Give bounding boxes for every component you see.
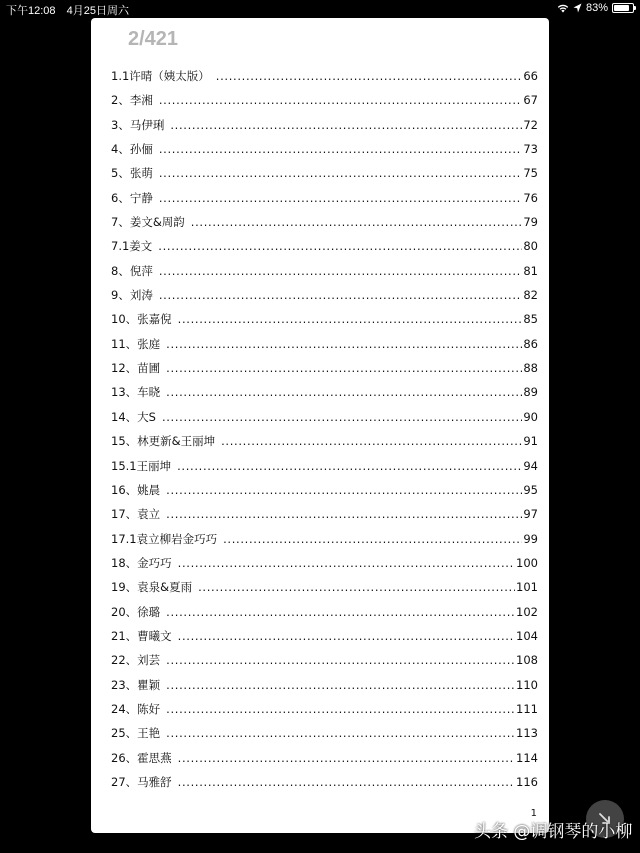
toc-entry-title: 6、宁静 (111, 190, 153, 205)
toc-entry-title: 26、霍思燕 (111, 750, 172, 765)
toc-entry-page: 101 (516, 580, 538, 595)
toc-entry[interactable] (111, 384, 538, 408)
toc-dot-leader (166, 653, 515, 667)
toc-dot-leader (166, 361, 522, 375)
toc-entry-title: 24、陈好 (111, 701, 161, 716)
toc-entry-title: 9、刘涛 (111, 288, 153, 303)
toc-entry-page: 95 (523, 482, 538, 497)
toc-entry[interactable] (111, 458, 538, 482)
toc-entry-page: 79 (523, 215, 538, 230)
battery-icon (612, 3, 634, 13)
toc-entry-title: 20、徐璐 (111, 604, 161, 619)
toc-dot-leader (216, 69, 523, 83)
toc-entry-title: 27、马雅舒 (111, 774, 172, 789)
toc-entry[interactable] (111, 165, 538, 189)
toc-entry-page: 66 (523, 69, 538, 83)
toc-entry-title: 16、姚晨 (111, 482, 161, 497)
toc-dot-leader (166, 702, 515, 716)
watermark-text: 头条 @调钢琴的小柳 (474, 822, 633, 842)
toc-entry-page: 97 (523, 507, 538, 522)
toc-entry-title: 10、张嘉倪 (111, 312, 172, 327)
toc-entry[interactable] (111, 750, 538, 774)
status-right (557, 2, 634, 14)
toc-entry-page: 82 (523, 288, 538, 303)
toc-entry-title: 23、瞿颖 (111, 677, 161, 692)
status-left (6, 2, 137, 18)
toc-entry[interactable] (111, 141, 538, 165)
toc-entry-title: 2、李湘 (111, 93, 153, 108)
toc-dot-leader (162, 410, 522, 424)
toc-entry-page: 116 (516, 774, 538, 789)
toc-entry-title: 14、大S (111, 409, 156, 424)
toc-entry[interactable] (111, 482, 538, 506)
toc-entry-page: 114 (516, 750, 538, 765)
toc-entry-title: 19、袁泉&夏雨 (111, 580, 193, 595)
table-of-contents (111, 68, 538, 798)
toc-entry-page: 73 (523, 142, 538, 157)
toc-entry-title: 5、张萌 (111, 166, 153, 181)
toc-dot-leader (178, 775, 515, 789)
toc-entry[interactable] (111, 604, 538, 628)
toc-dot-leader (166, 385, 522, 399)
page-footer-number: 1 (530, 808, 537, 819)
toc-dot-leader (159, 142, 523, 156)
toc-entry-page: 111 (516, 701, 538, 716)
toc-dot-leader (159, 191, 523, 205)
toc-entry-title: 17、袁立 (111, 507, 161, 522)
toc-entry[interactable] (111, 190, 538, 214)
toc-entry-page: 86 (523, 336, 538, 351)
toc-entry[interactable] (111, 628, 538, 652)
toc-entry-title: 18、金巧巧 (111, 555, 172, 570)
toc-dot-leader (178, 312, 523, 326)
toc-entry-title: 12、苗圃 (111, 361, 161, 376)
toc-entry[interactable] (111, 433, 538, 457)
toc-entry-page: 88 (523, 361, 538, 376)
toc-entry-title: 15、林更新&王丽坤 (111, 434, 216, 449)
location-arrow-icon (573, 3, 582, 13)
wifi-icon (557, 3, 569, 13)
toc-dot-leader (177, 459, 522, 473)
toc-entry[interactable] (111, 117, 538, 141)
toc-entry[interactable] (111, 677, 538, 701)
toc-entry-title: 15.1王丽坤 (111, 458, 172, 473)
toc-dot-leader (166, 337, 522, 351)
battery-level-fill (614, 5, 629, 11)
toc-entry[interactable] (111, 68, 538, 92)
toc-dot-leader (221, 434, 522, 448)
toc-dot-leader (158, 239, 522, 253)
toc-entry-title: 17.1袁立柳岩金巧巧 (111, 531, 218, 546)
toc-entry-page: 67 (523, 93, 538, 108)
toc-entry-title: 4、孙俪 (111, 142, 153, 157)
toc-entry[interactable] (111, 360, 538, 384)
toc-entry[interactable] (111, 555, 538, 579)
toc-entry-title: 3、马伊琍 (111, 117, 165, 132)
toc-entry[interactable] (111, 238, 538, 262)
toc-dot-leader (166, 678, 515, 692)
toc-dot-leader (170, 118, 522, 132)
battery-percent: 83% (585, 2, 608, 14)
toc-entry[interactable] (111, 531, 538, 555)
page-counter: 2/421 (128, 28, 179, 50)
toc-entry[interactable] (111, 774, 538, 798)
toc-entry-page: 94 (523, 458, 538, 473)
toc-entry[interactable] (111, 92, 538, 116)
toc-entry-title: 13、车晓 (111, 385, 161, 400)
toc-dot-leader (178, 751, 515, 765)
toc-entry-title: 11、张庭 (111, 336, 161, 351)
toc-entry-page: 99 (523, 531, 538, 546)
toc-dot-leader (159, 264, 523, 278)
toc-entry-title: 22、刘芸 (111, 653, 161, 668)
toc-entry-page: 113 (516, 726, 538, 741)
toc-entry[interactable] (111, 409, 538, 433)
toc-dot-leader (159, 93, 523, 107)
toc-dot-leader (178, 556, 515, 570)
toc-entry-page: 76 (523, 190, 538, 205)
toc-entry-title: 21、曹曦文 (111, 628, 172, 643)
toc-entry-page: 81 (523, 263, 538, 278)
toc-entry-page: 100 (516, 555, 538, 570)
toc-entry-page: 75 (523, 166, 538, 181)
toc-entry-page: 72 (523, 117, 538, 132)
toc-entry[interactable] (111, 336, 538, 360)
toc-entry[interactable] (111, 652, 538, 676)
status-bar (0, 0, 640, 18)
toc-entry-page: 90 (523, 409, 538, 424)
toc-dot-leader (198, 580, 515, 594)
toc-dot-leader (159, 166, 523, 180)
toc-dot-leader (191, 215, 523, 229)
toc-dot-leader (166, 605, 515, 619)
toc-entry[interactable] (111, 701, 538, 725)
document-page[interactable] (91, 18, 549, 833)
toc-entry[interactable] (111, 263, 538, 287)
toc-entry[interactable] (111, 311, 538, 335)
toc-entry-title: 7、姜文&周韵 (111, 215, 185, 230)
toc-entry[interactable] (111, 725, 538, 749)
toc-entry-page: 108 (516, 653, 538, 668)
toc-entry-title: 25、王艳 (111, 726, 161, 741)
toc-entry-page: 91 (523, 434, 538, 449)
toc-entry[interactable] (111, 214, 538, 238)
toc-entry-page: 85 (523, 312, 538, 327)
toc-entry-page: 104 (516, 628, 538, 643)
toc-entry[interactable] (111, 287, 538, 311)
toc-entry[interactable] (111, 506, 538, 530)
toc-dot-leader (166, 507, 522, 521)
toc-entry-page: 80 (523, 239, 538, 254)
toc-entry[interactable] (111, 579, 538, 603)
toc-dot-leader (159, 288, 523, 302)
toc-entry-title: 8、倪萍 (111, 263, 153, 278)
toc-entry-title: 7.1姜文 (111, 239, 153, 254)
toc-dot-leader (166, 483, 522, 497)
toc-entry-page: 102 (516, 604, 538, 619)
toc-entry-page: 89 (523, 385, 538, 400)
toc-dot-leader (166, 726, 515, 740)
toc-dot-leader (223, 532, 522, 546)
status-date: 4月25日周六 (66, 5, 129, 17)
toc-entry-page: 110 (516, 677, 538, 692)
toc-dot-leader (178, 629, 515, 643)
status-time: 下午12:08 (6, 5, 56, 17)
toc-entry-title: 1.1许晴（姨太版） (111, 69, 210, 83)
